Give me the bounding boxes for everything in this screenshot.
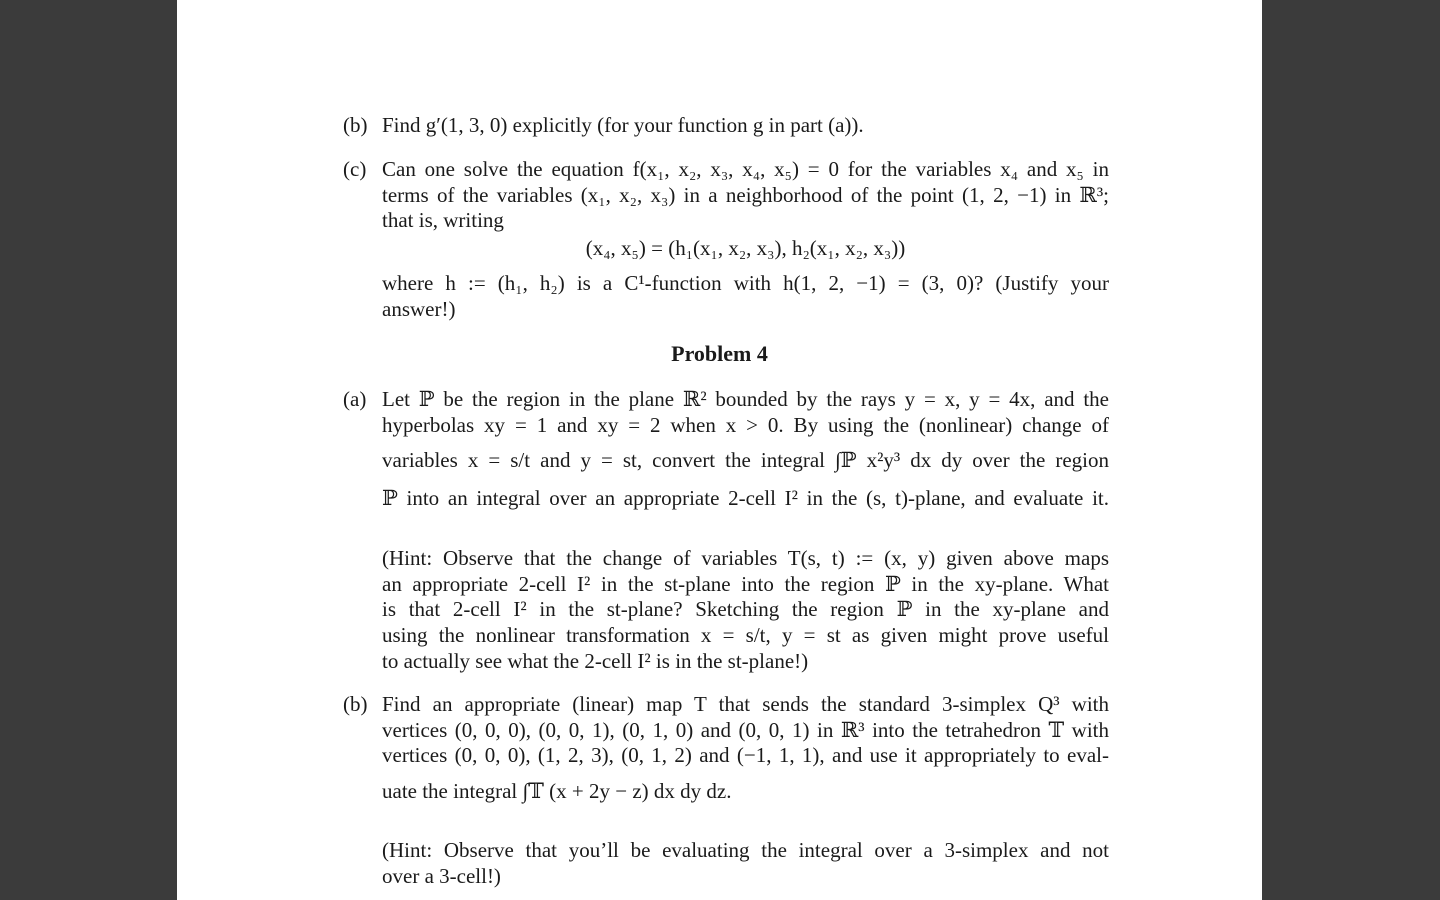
hint-a <box>382 546 1109 675</box>
text-line: answer!) <box>382 296 456 321</box>
text-line: Find an appropriate (linear) map T that sends the standard 3-simplex Q³ with <box>382 692 1109 716</box>
display-equation: (x₄, x₅) = (h₁(x₁, x₂, x₃), h₂(x₁, x₂, x₃)) <box>585 235 906 260</box>
part-label: (b) <box>343 113 368 137</box>
text-line: to actually see what the 2-cell I² is in the st-plane!) <box>382 648 809 673</box>
problem-heading: Problem 4 <box>671 341 768 366</box>
text-line: using the nonlinear transformation x = s/t, y = st as given might prove useful <box>382 623 1109 648</box>
text-line: (Hint: Observe that the change of variables T(s, t) := (x, y) given above maps <box>382 546 1109 570</box>
text-line: terms of the variables (x₁, x₂, x₃) in a neighborhood of the point (1, 2, −1) in ℝ³; <box>382 182 1109 207</box>
document-page <box>177 0 1262 900</box>
part-label: (b) <box>343 692 368 716</box>
text-line: where h := (h₁, h₂) is a C¹-function with h(1, 2, −1) = (3, 0)? (Justify your <box>382 271 1109 295</box>
text-line: an appropriate 2-cell I² in the st-plane into the region ℙ in the xy-plane. What <box>382 571 1109 596</box>
part-label: (c) <box>343 157 367 181</box>
text-line: Can one solve the equation f(x₁, x₂, x₃, x₄, x₅) = 0 for the variables x₄ and x₅ in <box>382 157 1109 181</box>
text-line: is that 2-cell I² in the st-plane? Sketching the region ℙ in the xy-plane and <box>382 597 1109 622</box>
text-line: ℙ into an integral over an appropriate 2-cell I² in the (s, t)-plane, and evaluate it. <box>382 485 1109 510</box>
hint-b <box>382 838 1109 889</box>
text-line: that is, writing <box>382 208 504 232</box>
text-line: Find g′(1, 3, 0) explicitly (for your function g in part (a)). <box>382 113 864 137</box>
text-line: vertices (0, 0, 0), (1, 2, 3), (0, 1, 2) and (−1, 1, 1), and use it appropriately to eval- <box>382 743 1109 767</box>
text-line-with-integral: uate the integral ∫𝕋 (x + 2y − z) dx dy dz. <box>382 778 732 803</box>
text-line: over a 3-cell!) <box>382 863 501 888</box>
text-line: (Hint: Observe that you’ll be evaluating the integral over a 3-simplex and not <box>382 838 1109 862</box>
text-line: Let ℙ be the region in the plane ℝ² bounded by the rays y = x, y = 4x, and the <box>382 387 1109 411</box>
text-line: vertices (0, 0, 0), (0, 0, 1), (0, 1, 0) and (0, 0, 1) in ℝ³ into the tetrahedron 𝕋 with <box>382 717 1109 742</box>
text-line: hyperbolas xy = 1 and xy = 2 when x > 0. By using the (nonlinear) change of <box>382 412 1109 437</box>
part-label: (a) <box>343 387 367 411</box>
text-line-with-integral: variables x = s/t and y = st, convert the integral ∫ℙ x²y³ dx dy over the region <box>382 448 1109 472</box>
